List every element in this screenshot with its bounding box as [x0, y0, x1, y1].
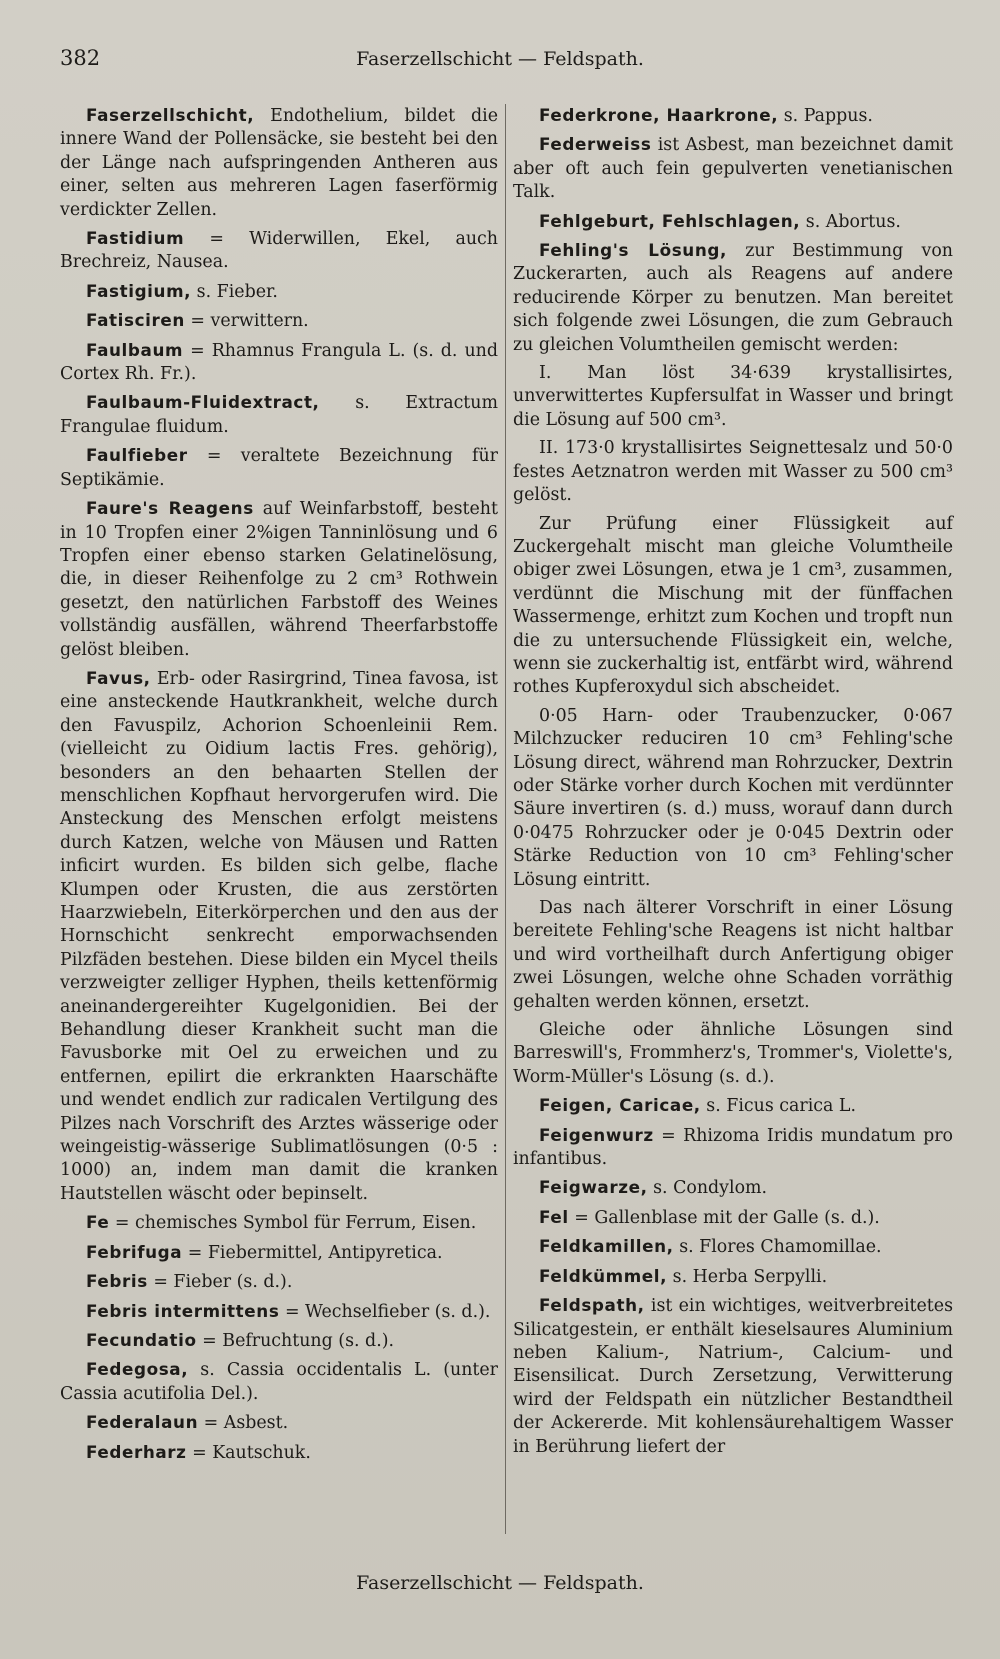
entry-headword: Febris intermittens — [86, 1300, 280, 1321]
dictionary-entry — [513, 104, 953, 128]
page-header — [60, 46, 940, 76]
entry-text: s. Condylom. — [647, 1178, 768, 1199]
dictionary-entry — [513, 362, 953, 432]
right-column — [513, 104, 953, 1464]
page-number: 382 — [60, 46, 101, 70]
dictionary-entry — [513, 513, 953, 700]
entry-text: = Fiebermittel, Antipyretica. — [182, 1242, 443, 1263]
dictionary-entry — [513, 210, 953, 234]
entry-text: = verwittern. — [184, 311, 309, 332]
dictionary-entry — [513, 1019, 953, 1089]
entry-text: s. Herba Serpylli. — [667, 1266, 828, 1287]
dictionary-entry — [513, 897, 953, 1014]
dictionary-entry — [60, 497, 498, 662]
running-title: Faserzellschicht — Feldspath. — [356, 48, 644, 70]
entry-text: = Rhizoma Iridis mundatum pro infantibus. — [513, 1125, 953, 1170]
dictionary-entry — [513, 437, 953, 507]
entry-text: = veraltete Bezeichnung für Septikämie. — [60, 446, 498, 490]
dictionary-entry — [60, 1441, 498, 1465]
entry-headword: Faulbaum-Fluidextract, — [86, 392, 320, 413]
dictionary-entry — [60, 339, 498, 387]
entry-headword: Feldkümmel, — [539, 1265, 668, 1286]
entry-headword: Fastidium — [86, 228, 185, 249]
entry-text: auf Weinfarbstoff, besteht in 10 Tropfen einer 2%igen Tanninlösung und 6 Tropfen einer ebenso starken Gelatinelösung, die, in dieser Reihenfolge zu 2 cm³ Rothwein gesetzt, den natürlichen Farbstoff des Weines vollständig ausfällen, während Theerfarbstoffe gelöst bleiben. — [60, 499, 498, 660]
dictionary-entry — [60, 309, 498, 333]
entry-text: = Fieber (s. d.). — [147, 1272, 293, 1293]
entry-headword: Favus, — [86, 667, 151, 688]
entry-headword: Faure's Reagens — [86, 498, 254, 519]
entry-text: = Wechselfieber (s. d.). — [279, 1301, 491, 1322]
entry-text: Zur Prüfung einer Flüssigkeit auf Zuckergehalt mischt man gleiche Volumtheile obiger zwei Lösungen, etwa je 1 cm³, zusammen, verdünnt die Mischung mit der fünffachen Wassermenge, erhitzt zum Kochen und tropft nun die zu untersuchende Flüssigkeit ein, welche, wenn sie zuckerhaltig ist, entfärbt wird, während rothes Kupferoxydul sich abscheidet. — [513, 513, 953, 698]
dictionary-entry — [60, 667, 498, 1206]
entry-headword: Febris — [86, 1271, 148, 1292]
dictionary-entry — [60, 1411, 498, 1435]
entry-headword: Fel — [539, 1206, 569, 1227]
dictionary-entry — [513, 1124, 953, 1172]
entry-text: = chemisches Symbol für Ferrum, Eisen. — [109, 1213, 477, 1234]
entry-text: II. 173·0 krystallisirtes Seignettesalz und 50·0 festes Aetznatron werden mit Wasser zu 500 cm³ gelöst. — [513, 438, 953, 506]
dictionary-entry — [513, 1265, 953, 1289]
dictionary-entry — [513, 1294, 953, 1459]
dictionary-entry — [513, 1235, 953, 1259]
entry-headword: Federharz — [86, 1441, 187, 1462]
entry-text: s. Pappus. — [778, 106, 873, 126]
dictionary-entry — [60, 1270, 498, 1294]
entry-text: s. Extractum Frangulae fluidum. — [60, 393, 498, 437]
entry-headword: Faulbaum — [86, 339, 184, 360]
dictionary-entry — [60, 1241, 498, 1265]
entry-headword: Fedegosa, — [86, 1359, 189, 1380]
left-column — [60, 104, 498, 1470]
entry-text: ist ein wichtiges, weitverbreitetes Silicatgestein, er enthält kieselsaures Aluminium neben Kalium-, Natrium-, Calcium- und Eisensilicat. Durch Zersetzung, Verwitterung wird der Feldspath ein nützlicher Bestandtheil der Ackererde. Mit kohlensäurehaltigem Wasser in Berührung liefert der — [513, 1296, 953, 1457]
entry-headword: Feldkamillen, — [539, 1236, 674, 1257]
entry-text: Das nach älterer Vorschrift in einer Lösung bereitete Fehling'sche Reagens ist nicht haltbar und wird vortheilhaft durch Anfertigung obiger zwei Lösungen, welche ohne Schaden vorräthig gehalten werden können, ersetzt. — [513, 898, 953, 1012]
entry-text: zur Bestimmung von Zuckerarten, auch als Reagens auf andere reducirende Körper zu benutzen. Man bereitet sich folgende zwei Lösungen, die zum Gebrauch zu gleichen Volumtheilen gemischt werden: — [513, 241, 953, 355]
entry-headword: Fecundatio — [86, 1329, 197, 1350]
entry-text: s. Cassia occidentalis L. (unter Cassia acutifolia Del.). — [60, 1360, 498, 1404]
column-divider — [505, 104, 506, 1534]
entry-headword: Faulfieber — [86, 445, 188, 466]
dictionary-entry — [60, 1211, 498, 1235]
dictionary-entry — [513, 1206, 953, 1230]
entry-text: = Asbest. — [198, 1413, 289, 1434]
entry-headword: Feigenwurz — [539, 1124, 654, 1145]
entry-headword: Fehlgeburt, Fehlschlagen, — [539, 210, 801, 231]
entry-headword: Federweiss — [539, 134, 652, 155]
entry-text: = Kautschuk. — [186, 1442, 311, 1463]
dictionary-entry — [513, 1094, 953, 1118]
entry-text: Gleiche oder ähnliche Lösungen sind Barreswill's, Frommherz's, Trommer's, Violette's, Worm-Müller's Lösung (s. d.). — [513, 1020, 953, 1087]
entry-text: 0·05 Harn- oder Traubenzucker, 0·067 Milchzucker reduciren 10 cm³ Fehling'sche Lösung direct, während man Rohrzucker, Dextrin oder Stärke vorher durch Kochen mit verdünnter Säure invertiren (s. d.) muss, worauf dann durch 0·0475 Rohrzucker oder je 0·045 Dextrin oder Stärke Reduction von 10 cm³ Fehling'scher Lösung eintritt. — [513, 705, 953, 890]
dictionary-entry — [513, 239, 953, 357]
dictionary-entry — [60, 1329, 498, 1353]
entry-text: = Befruchtung (s. d.). — [196, 1330, 395, 1351]
entry-headword: Feldspath, — [539, 1295, 645, 1316]
entry-headword: Federalaun — [86, 1412, 199, 1433]
dictionary-entry — [513, 705, 953, 892]
entry-headword: Faserzellschicht, — [86, 105, 255, 125]
entry-headword: Feigwarze, — [539, 1177, 648, 1198]
entry-headword: Fehling's Lösung, — [539, 240, 727, 261]
entry-headword: Fastigium, — [86, 280, 192, 301]
dictionary-entry — [60, 227, 498, 275]
entry-text: = Gallenblase mit der Galle (s. d.). — [568, 1207, 880, 1228]
entry-text: Endothelium, bildet die innere Wand der Pollensäcke, sie besteht bei den der Länge nach aufspringenden Antheren aus einer, selten aus mehreren Lagen faserförmig verdickter Zellen. — [60, 106, 498, 220]
entry-headword: Federkrone, Haarkrone, — [539, 105, 779, 125]
entry-text: s. Flores Chamomillae. — [673, 1237, 882, 1258]
entry-text: I. Man löst 34·639 krystallisirtes, unverwittertes Kupfersulfat in Wasser und bringt die Lösung auf 500 cm³. — [513, 363, 953, 430]
entry-headword: Fe — [86, 1212, 110, 1233]
dictionary-entry — [60, 391, 498, 439]
dictionary-entry — [60, 280, 498, 304]
dictionary-entry — [60, 1358, 498, 1406]
dictionary-entry — [60, 444, 498, 492]
dictionary-entry — [60, 1300, 498, 1324]
entry-text: ist Asbest, man bezeichnet damit aber oft auch fein gepulverten venetianischen Talk. — [513, 135, 953, 203]
entry-headword: Febrifuga — [86, 1241, 183, 1262]
entry-headword: Feigen, Caricae, — [539, 1095, 701, 1116]
page-footer: Faserzellschicht — Feldspath. — [356, 1572, 644, 1594]
entry-text: s. Ficus carica L. — [700, 1096, 857, 1117]
entry-headword: Fatisciren — [86, 310, 185, 331]
entry-text: = Rhamnus Frangula L. (s. d. und Cortex Rh. Fr.). — [60, 340, 498, 385]
dictionary-entry — [513, 1176, 953, 1200]
dictionary-entry — [513, 133, 953, 204]
entry-text: Erb- oder Rasirgrind, Tinea favosa, ist eine ansteckende Hautkrankheit, welche durch den Favuspilz, Achorion Schoenleinii Rem. (vielleicht zu Oidium lactis Fres. gehörig), besonders an den behaarten Stellen der menschlichen Kopfhaut hervorgerufen wird. Die Ansteckung des Menschen erfolgt meistens durch Katzen, welche von Mäusen und Ratten inficirt wurden. Es bilden sich gelbe, flache Klumpen oder Krusten, die aus zerstörten Haarzwiebeln, Eiterkörperchen und den aus der Hornschicht senkrecht emporwachsenden Pilzfäden bestehen. Diese bilden ein Mycel theils verzweigter zelliger Hyphen, theils kettenförmig aneinandergereihter Kugelgonidien. Bei der Behandlung dieser Krankheit sucht man die Favusborke mit Oel zu erweichen und zu entfernen, epilirt die erkrankten Haarschäfte und wendet endlich zur radicalen Vertilgung des Pilzes nach Vorschrift des Arztes wässerige oder weingeistig-wässerige Sublimatlösungen (0·5 : 1000) an, indem man damit die kranken Hautstellen wäscht oder bepinselt. — [60, 668, 498, 1204]
entry-text: s. Abortus. — [800, 211, 901, 232]
entry-text: = Widerwillen, Ekel, auch Brechreiz, Nausea. — [60, 229, 498, 273]
entry-text: s. Fieber. — [191, 281, 278, 302]
dictionary-entry — [60, 104, 498, 222]
